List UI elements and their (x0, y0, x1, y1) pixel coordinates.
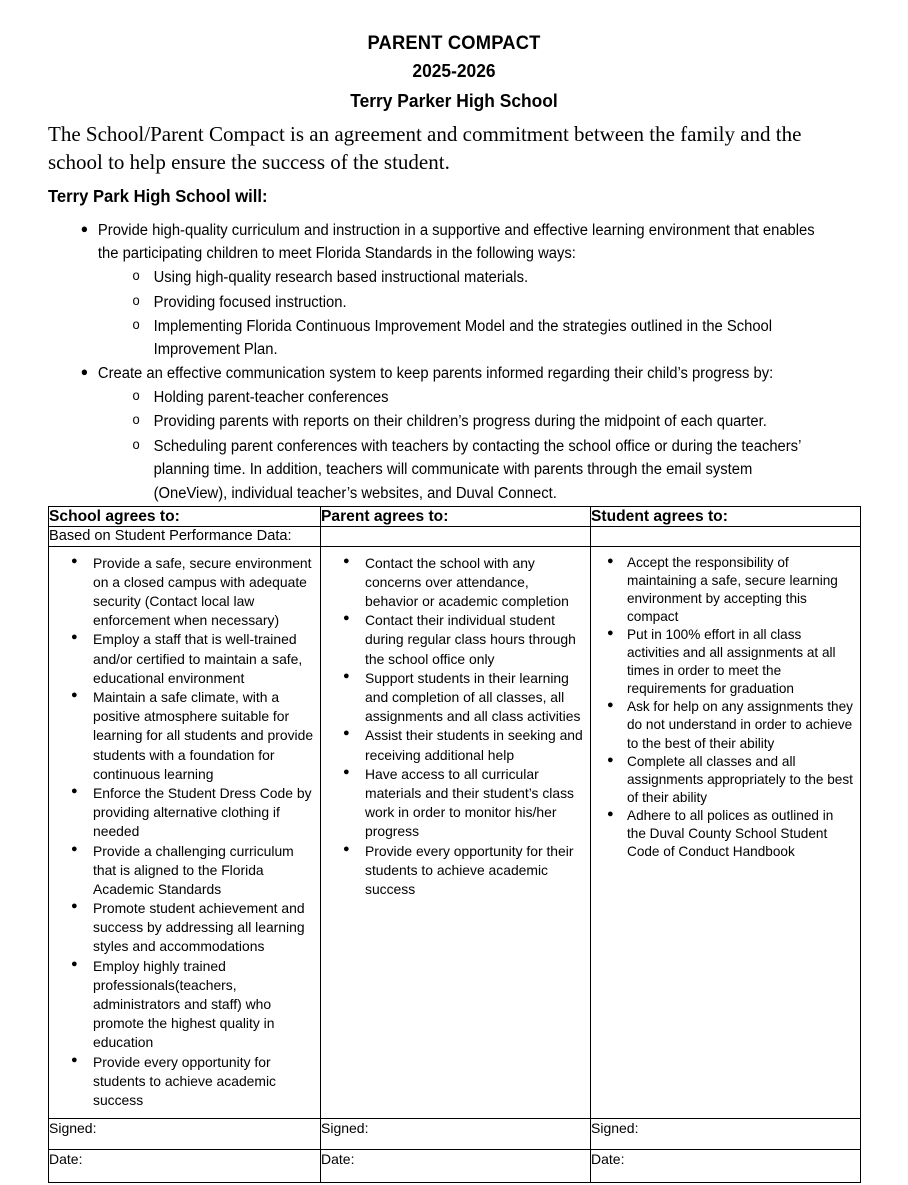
subheader-school: Based on Student Performance Data: (49, 527, 321, 546)
subheader-parent (321, 527, 591, 546)
bullet-icon: ● (71, 784, 78, 797)
table-header-row (49, 507, 861, 527)
list-item-text: Contact the school with any concerns over attendance, behavior or academic completion (365, 554, 569, 610)
list-item-text: Put in 100% effort in all class activities and all assignments at all times in order to meet the requirements for graduation (627, 627, 836, 697)
list-item-text: Create an effective communication system to keep parents informed regarding their child’s progress by: (97, 364, 774, 382)
circle-bullet-icon: o (132, 292, 140, 308)
intro-paragraph: The School/Parent Compact is an agreement and commitment between the family and the school to help ensure the success of the student. (48, 121, 802, 174)
signed-field-parent[interactable]: Signed: (321, 1119, 591, 1150)
list-item (591, 753, 854, 807)
date-field-school[interactable]: Date: (49, 1150, 321, 1183)
table-body-row (49, 546, 861, 1118)
sub-list-item (98, 315, 828, 362)
list-item-text: Promote student achievement and success by addressing all learning styles and accommodations (93, 900, 305, 955)
sub-list (98, 266, 828, 362)
circle-bullet-icon: o (132, 268, 140, 284)
bullet-icon: ● (71, 631, 78, 644)
signed-field-student[interactable]: Signed: (591, 1119, 861, 1150)
list-item (321, 611, 584, 669)
signed-field-school[interactable]: Signed: (49, 1119, 321, 1150)
list-item-text: Provide high-quality curriculum and instruction in a supportive and effective learning environment that enables the participating children to meet Florida Standards in the following ways: (97, 221, 815, 263)
bullet-icon: ● (343, 727, 350, 740)
bullet-icon: ● (80, 220, 89, 236)
list-item-text: Complete all classes and all assignments appropriately to the best of their ability (627, 753, 853, 805)
list-item (49, 630, 314, 688)
date-field-parent[interactable]: Date: (321, 1150, 591, 1183)
bullet-icon: ● (71, 842, 78, 855)
table-subheader-row (49, 527, 861, 546)
date-field-student[interactable]: Date: (591, 1150, 861, 1183)
sub-list-item (98, 386, 828, 409)
sub-list-item-text: Scheduling parent conferences with teachers by contacting the school office or during the teachers’ planning time. In addition, teachers will communicate with parents through the email system (OneView), individual teacher’s websites, and Duval Connect. (153, 437, 801, 502)
list-item-text: Provide a challenging curriculum that is aligned to the Florida Academic Standards (93, 842, 294, 897)
list-item-text: Support students in their learning and completion of all classes, all assignments and all class activities (365, 669, 581, 725)
commitments-list (48, 219, 860, 505)
bullet-icon: ● (607, 753, 614, 766)
list-item-text: Provide every opportunity for students to achieve academic success (93, 1053, 276, 1108)
list-item (321, 554, 584, 612)
sub-list-item (98, 435, 828, 505)
bullet-icon: ● (71, 957, 78, 970)
sub-list-item-text: Holding parent-teacher conferences (153, 388, 389, 406)
bullet-icon: ● (80, 363, 89, 379)
bullet-icon: ● (607, 554, 614, 567)
list-item (321, 669, 584, 727)
table-signed-row (49, 1119, 861, 1150)
circle-bullet-icon: o (132, 436, 140, 452)
bullet-icon: ● (71, 689, 78, 702)
document-content (48, 30, 860, 505)
bullet-icon: ● (71, 554, 78, 567)
sub-list-item-text: Implementing Florida Continuous Improvement Model and the strategies outlined in the School Improvement Plan. (153, 318, 773, 359)
list-item-text: Maintain a safe climate, with a positive atmosphere suitable for learning for all students and provide students with a foundation for continuous learning (93, 689, 314, 782)
sub-list (98, 386, 828, 505)
list-item (49, 1053, 314, 1111)
list-item (49, 784, 314, 842)
agreement-table (48, 506, 861, 1183)
sub-list-item (98, 266, 828, 289)
table-date-row (49, 1150, 861, 1183)
list-item (48, 362, 828, 505)
list-item-text: Enforce the Student Dress Code by providing alternative clothing if needed (93, 784, 312, 840)
circle-bullet-icon: o (132, 387, 140, 403)
bullet-icon: ● (607, 807, 614, 820)
title-block (48, 30, 860, 117)
list-item-text: Employ a staff that is well-trained and/or certified to maintain a safe, educational environment (93, 631, 303, 686)
cell-school-commitments (49, 546, 321, 1118)
list-item-text: Ask for help on any assignments they do not understand in order to achieve to the best of their ability (627, 699, 853, 751)
subheader-student (591, 527, 861, 546)
bullet-icon: ● (343, 612, 350, 625)
cell-student-commitments (591, 546, 861, 1118)
list-item-text: Provide every opportunity for their students to achieve academic success (365, 842, 574, 897)
bullet-icon: ● (343, 669, 350, 682)
list-item-text: Contact their individual student during regular class hours through the school office only (365, 612, 576, 667)
list-item-text: Assist their students in seeking and receiving additional help (365, 727, 583, 763)
list-item (591, 554, 854, 626)
list-item-text: Accept the responsibility of maintaining a safe, secure learning environment by accepting this compact (627, 554, 838, 624)
circle-bullet-icon: o (132, 412, 140, 428)
list-item-text: Adhere to all polices as outlined in the Duval County School Student Code of Conduct Handbook (627, 807, 834, 859)
cell-parent-commitments (321, 546, 591, 1118)
list-item (321, 726, 584, 764)
bullet-icon: ● (607, 627, 614, 640)
school-commitments-list (49, 547, 320, 1118)
list-item-text: Employ highly trained professionals(teachers, administrators and staff) who promote the highest quality in education (93, 957, 275, 1051)
bullet-icon: ● (607, 699, 614, 712)
sub-list-item (98, 291, 828, 314)
list-item (49, 842, 314, 900)
bullet-icon: ● (343, 554, 350, 567)
list-item (591, 698, 854, 752)
school-year: 2025-2026 (412, 59, 496, 81)
list-item (321, 842, 584, 900)
sub-list-item (98, 410, 828, 433)
list-item-text: Provide a safe, secure environment on a closed campus with adequate security (Contact local law enforcement when necessary) (93, 554, 312, 629)
list-item (48, 219, 828, 362)
column-header-parent: Parent agrees to: (321, 507, 591, 527)
bullet-icon: ● (71, 900, 78, 913)
list-item-text: Have access to all curricular materials and their student’s class work in order to monitor his/her progress (365, 765, 574, 840)
bullet-icon: ● (343, 842, 350, 855)
circle-bullet-icon: o (132, 317, 140, 332)
column-header-student: Student agrees to: (591, 507, 861, 527)
list-item (49, 554, 314, 631)
parent-commitments-list (321, 547, 590, 907)
page-title: PARENT COMPACT (367, 32, 541, 54)
bullet-icon: ● (71, 1053, 78, 1066)
list-item (49, 899, 314, 957)
sub-list-item-text: Providing focused instruction. (153, 293, 347, 311)
column-header-school: School agrees to: (49, 507, 321, 527)
list-item (321, 765, 584, 842)
list-item (49, 688, 314, 784)
sub-list-item-text: Using high-quality research based instructional materials. (153, 269, 529, 287)
bullet-icon: ● (343, 765, 350, 778)
school-name: Terry Parker High School (350, 89, 558, 111)
section-heading: Terry Park High School will: (48, 185, 268, 206)
list-item (49, 957, 314, 1053)
student-commitments-list (591, 547, 860, 869)
list-item (591, 626, 854, 698)
list-item (591, 807, 854, 861)
sub-list-item-text: Providing parents with reports on their children’s progress during the midpoint of each quarter. (153, 413, 767, 431)
